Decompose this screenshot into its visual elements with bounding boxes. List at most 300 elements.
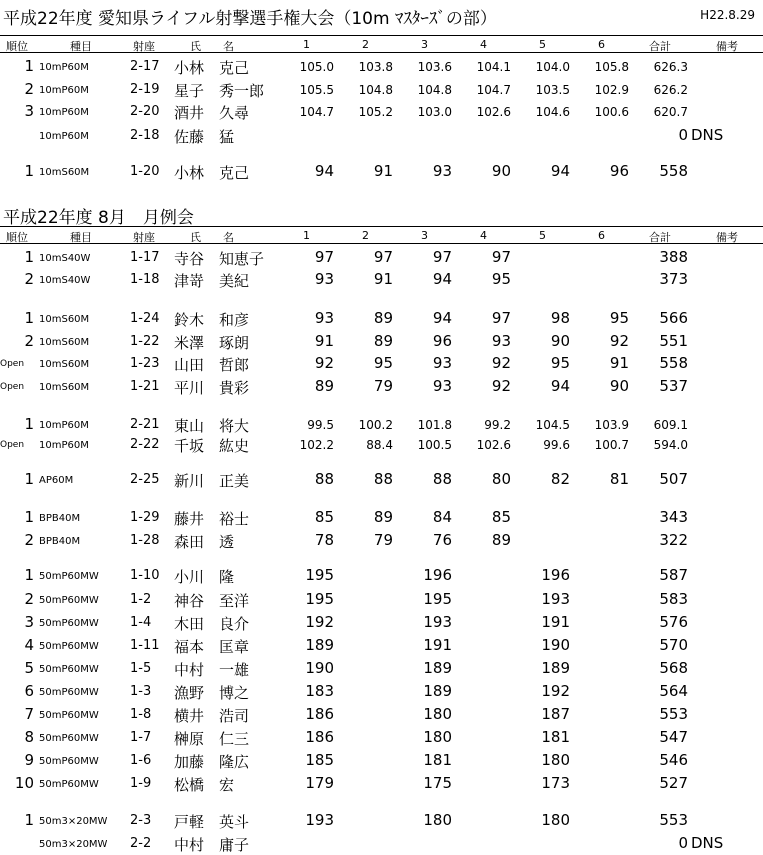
cell-event: 10mP60M [39,420,89,431]
cell-rank: 2 [24,332,34,350]
cell-s2: 89 [373,309,393,327]
cell-s1: 105.0 [299,60,334,74]
cell-event: 50mP60MW [39,571,99,582]
cell-lane: 1-18 [130,272,160,287]
cell-lane: 2-21 [130,417,160,432]
cell-s1: 190 [305,659,334,677]
cell-s4: 102.6 [476,105,511,119]
cell-event: 50mP60MW [39,779,99,790]
cell-event: 10mS60M [39,359,90,370]
cell-s3: 195 [423,590,452,608]
cell-s5: 104.6 [535,105,570,119]
cell-s1: 193 [305,811,334,829]
cell-s6: 100.6 [594,105,629,119]
cell-total: 0 [678,126,688,144]
cell-s2: 88 [373,470,393,488]
cell-s1: 93 [314,270,334,288]
cell-lane: 1-7 [130,730,152,745]
cell-event: 10mS60M [39,337,90,348]
cell-s1: 92 [314,354,334,372]
cell-s5: 104.0 [535,60,570,74]
cell-rank: 1 [24,508,34,526]
cell-s5: 180 [541,751,570,769]
cell-lane: 1-6 [130,753,152,768]
cell-s2: 91 [373,162,393,180]
cell-s3: 94 [432,309,452,327]
cell-s3: 103.6 [417,60,452,74]
cell-s3: 180 [423,728,452,746]
header-note: 備考 [716,231,738,244]
cell-name: 戸軽 英斗 [174,813,250,831]
header-s4: 4 [480,229,487,242]
cell-s1: 78 [314,531,334,549]
cell-lane: 2-18 [130,128,160,143]
cell-lane: 2-3 [130,813,152,828]
cell-s5: 98 [550,309,570,327]
cell-s3: 191 [423,636,452,654]
table-row [0,506,763,528]
cell-rank: 7 [24,705,34,723]
cell-event: 10mS60M [39,382,90,393]
header-s3: 3 [421,38,428,51]
cell-name: 小林 克己 [174,164,250,182]
cell-event: 10mS60M [39,314,90,325]
cell-s3: 101.8 [417,418,452,432]
header-s4: 4 [480,38,487,51]
cell-rank: 1 [24,566,34,584]
cell-name: 中村 庸子 [174,836,250,854]
cell-s3: 94 [432,270,452,288]
cell-s4: 99.2 [484,418,511,432]
cell-event: 10mS40W [39,253,91,264]
cell-s4: 89 [491,531,511,549]
cell-s3: 189 [423,659,452,677]
cell-s1: 97 [314,248,334,266]
cell-s3: 93 [432,162,452,180]
cell-lane: 2-17 [130,59,160,74]
cell-s3: 180 [423,811,452,829]
cell-s2: 100.2 [358,418,393,432]
cell-s1: 88 [314,470,334,488]
cell-total: 583 [659,590,688,608]
table-row [0,352,763,374]
cell-name: 千坂 紘史 [174,437,250,455]
cell-s5: 173 [541,774,570,792]
cell-name: 横井 浩司 [174,707,250,725]
cell-s5: 193 [541,590,570,608]
cell-total: 373 [659,270,688,288]
cell-name: 佐藤 猛 [174,128,235,146]
cell-event: 50mP60MW [39,618,99,629]
table-row [0,809,763,831]
cell-s2: 103.8 [358,60,393,74]
cell-lane: 1-28 [130,533,160,548]
cell-total: 576 [659,613,688,631]
cell-s5: 99.6 [543,438,570,452]
cell-total: 553 [659,705,688,723]
header-rank: 順位 [6,231,28,244]
cell-s1: 104.7 [299,105,334,119]
cell-lane: 1-2 [130,592,152,607]
cell-s4: 92 [491,354,511,372]
cell-s3: 97 [432,248,452,266]
cell-total: 322 [659,531,688,549]
cell-note: DNS [691,126,724,144]
cell-s1: 185 [305,751,334,769]
header-s2: 2 [362,38,369,51]
cell-s1: 99.5 [307,418,334,432]
cell-lane: 1-23 [130,356,160,371]
header-event: 種目 [70,40,92,53]
cell-rank: 4 [24,636,34,654]
cell-s5: 103.5 [535,83,570,97]
cell-s2: 88.4 [366,438,393,452]
header-s6: 6 [598,229,605,242]
table-row [0,611,763,633]
cell-rank: 10 [14,774,34,792]
cell-s4: 104.7 [476,83,511,97]
cell-s2: 89 [373,332,393,350]
cell-event: BPB40M [39,513,81,524]
cell-name: 小川 隆 [174,568,235,586]
table-row [0,468,763,490]
cell-s5: 189 [541,659,570,677]
cell-total: 626.3 [653,60,688,74]
cell-event: 50mP60MW [39,733,99,744]
cell-s2: 105.2 [358,105,393,119]
cell-s6: 90 [609,377,629,395]
cell-s6: 103.9 [594,418,629,432]
cell-s3: 181 [423,751,452,769]
cell-name: 福本 匡章 [174,638,250,656]
cell-event: 10mP60M [39,440,89,451]
cell-s6: 96 [609,162,629,180]
header-event: 種目 [70,231,92,244]
table-row [0,78,763,100]
cell-s3: 193 [423,613,452,631]
cell-name: 藤井 裕士 [174,510,250,528]
cell-total: 537 [659,377,688,395]
cell-rank: 6 [24,682,34,700]
cell-s3: 96 [432,332,452,350]
cell-s3: 93 [432,377,452,395]
cell-total: 609.1 [653,418,688,432]
cell-name: 山田 哲郎 [174,356,250,374]
cell-name: 漁野 博之 [174,684,250,702]
header-lane: 射座 [133,40,155,53]
cell-name: 平川 貴彩 [174,379,250,397]
cell-s4: 92 [491,377,511,395]
table-row [0,413,763,435]
cell-rank: 3 [24,102,34,120]
cell-name: 中村 一雄 [174,661,250,679]
cell-lane: 1-22 [130,334,160,349]
cell-rank: 2 [24,531,34,549]
table-row [0,55,763,77]
cell-s3: 103.0 [417,105,452,119]
cell-event: 50m3×20MW [39,839,108,850]
cell-s1: 105.5 [299,83,334,97]
cell-total: 547 [659,728,688,746]
cell-rank: 2 [24,270,34,288]
header-name: 氏 名 [190,40,234,53]
cell-lane: 2-2 [130,836,152,851]
cell-event: 50mP60MW [39,687,99,698]
table-row [0,160,763,182]
cell-s1: 102.2 [299,438,334,452]
cell-lane: 1-3 [130,684,152,699]
table-row [0,124,763,146]
cell-s5: 94 [550,377,570,395]
table-row [0,749,763,771]
cell-total: 343 [659,508,688,526]
header-s5: 5 [539,38,546,51]
cell-s3: 104.8 [417,83,452,97]
cell-total: 551 [659,332,688,350]
cell-event: AP60M [39,475,74,486]
cell-total: 527 [659,774,688,792]
cell-s1: 179 [305,774,334,792]
cell-lane: 1-5 [130,661,152,676]
cell-total: 570 [659,636,688,654]
cell-event: 50m3×20MW [39,816,108,827]
header-total: 合計 [649,231,671,244]
section1-table-header [0,35,763,53]
cell-s5: 94 [550,162,570,180]
cell-s2: 79 [373,377,393,395]
cell-s6: 100.7 [594,438,629,452]
header-rank: 順位 [6,40,28,53]
cell-rank: 1 [24,470,34,488]
cell-rank: 1 [24,309,34,327]
table-row [0,375,763,397]
cell-s3: 175 [423,774,452,792]
table-row [0,588,763,610]
cell-lane: 2-20 [130,104,160,119]
cell-s2: 91 [373,270,393,288]
cell-name: 加藤 隆広 [174,753,250,771]
table-row [0,100,763,122]
cell-lane: 2-19 [130,82,160,97]
cell-lane: 1-20 [130,164,160,179]
cell-event: BPB40M [39,536,81,547]
cell-s5: 82 [550,470,570,488]
cell-event: 10mP60M [39,85,89,96]
cell-rank: 3 [24,613,34,631]
cell-s2: 104.8 [358,83,393,97]
cell-rank: 1 [24,162,34,180]
cell-rank: 1 [24,811,34,829]
cell-s5: 181 [541,728,570,746]
cell-total: 620.7 [653,105,688,119]
cell-s5: 180 [541,811,570,829]
cell-s3: 100.5 [417,438,452,452]
cell-s3: 196 [423,566,452,584]
cell-s2: 89 [373,508,393,526]
table-row [0,703,763,725]
cell-total: 388 [659,248,688,266]
cell-name: 木田 良介 [174,615,250,633]
cell-s4: 95 [491,270,511,288]
cell-event: 10mP60M [39,62,89,73]
cell-s2: 95 [373,354,393,372]
cell-s5: 191 [541,613,570,631]
cell-name: 榊原 仁三 [174,730,250,748]
cell-name: 新川 正美 [174,472,250,490]
cell-s1: 192 [305,613,334,631]
cell-s1: 93 [314,309,334,327]
cell-total: 558 [659,162,688,180]
cell-total: 558 [659,354,688,372]
cell-total: 0 [678,834,688,852]
header-note: 備考 [716,40,738,53]
cell-total: 594.0 [653,438,688,452]
table-row [0,726,763,748]
table-row [0,246,763,268]
cell-name: 米澤 琢朗 [174,334,250,352]
cell-s6: 91 [609,354,629,372]
cell-name: 津嵜 美紀 [174,272,250,290]
cell-s6: 81 [609,470,629,488]
cell-event: 10mP60M [39,107,89,118]
table-row [0,268,763,290]
cell-rank: 9 [24,751,34,769]
cell-lane: 1-11 [130,638,160,653]
header-s5: 5 [539,229,546,242]
cell-s5: 190 [541,636,570,654]
cell-s5: 196 [541,566,570,584]
cell-s1: 85 [314,508,334,526]
table-row [0,680,763,702]
cell-s1: 195 [305,590,334,608]
cell-event: 10mS40W [39,275,91,286]
table-row [0,433,763,455]
cell-s1: 186 [305,705,334,723]
cell-s4: 85 [491,508,511,526]
cell-total: 626.2 [653,83,688,97]
table-row [0,330,763,352]
cell-rank: Open [0,359,25,369]
section1-title: 平成22年度 愛知県ライフル射撃選手権大会（10m ﾏｽﾀｰｽﾞの部） [3,9,497,29]
cell-s1: 91 [314,332,334,350]
cell-event: 10mS60M [39,167,90,178]
cell-s1: 189 [305,636,334,654]
cell-lane: 1-9 [130,776,152,791]
cell-s1: 89 [314,377,334,395]
cell-s4: 97 [491,309,511,327]
cell-lane: 1-29 [130,510,160,525]
cell-lane: 2-25 [130,472,160,487]
cell-s2: 79 [373,531,393,549]
cell-name: 鈴木 和彦 [174,311,250,329]
cell-total: 587 [659,566,688,584]
cell-name: 星子 秀一郎 [174,82,265,100]
cell-total: 507 [659,470,688,488]
cell-rank: Open [0,440,25,450]
cell-total: 553 [659,811,688,829]
cell-lane: 1-4 [130,615,152,630]
cell-s1: 186 [305,728,334,746]
cell-name: 小林 克己 [174,59,250,77]
cell-s4: 97 [491,248,511,266]
cell-rank: 2 [24,80,34,98]
table-row [0,657,763,679]
cell-lane: 1-24 [130,311,160,326]
cell-s3: 180 [423,705,452,723]
header-s1: 1 [303,38,310,51]
cell-rank: 8 [24,728,34,746]
cell-s4: 102.6 [476,438,511,452]
cell-s3: 93 [432,354,452,372]
table-row [0,564,763,586]
cell-lane: 1-8 [130,707,152,722]
cell-s6: 102.9 [594,83,629,97]
cell-s1: 94 [314,162,334,180]
cell-s5: 90 [550,332,570,350]
cell-total: 564 [659,682,688,700]
cell-event: 50mP60MW [39,756,99,767]
header-lane: 射座 [133,231,155,244]
header-name: 氏 名 [190,231,234,244]
cell-event: 10mP60M [39,131,89,142]
cell-s5: 104.5 [535,418,570,432]
header-s6: 6 [598,38,605,51]
cell-s6: 105.8 [594,60,629,74]
cell-name: 松橋 宏 [174,776,235,794]
cell-total: 566 [659,309,688,327]
cell-lane: 1-10 [130,568,160,583]
event-date: H22.8.29 [700,8,755,22]
cell-s3: 84 [432,508,452,526]
cell-s3: 76 [432,531,452,549]
header-total: 合計 [649,40,671,53]
cell-note: DNS [691,834,724,852]
cell-s6: 95 [609,309,629,327]
cell-name: 寺谷 知恵子 [174,250,265,268]
cell-s2: 97 [373,248,393,266]
cell-s5: 187 [541,705,570,723]
cell-rank: 1 [24,57,34,75]
cell-s4: 104.1 [476,60,511,74]
cell-name: 東山 将大 [174,417,250,435]
cell-rank: 1 [24,248,34,266]
section2-title: 平成22年度 8月 月例会 [3,208,194,228]
cell-total: 568 [659,659,688,677]
table-row [0,529,763,551]
cell-rank: 2 [24,590,34,608]
table-row [0,634,763,656]
cell-s4: 93 [491,332,511,350]
cell-rank: Open [0,382,25,392]
cell-name: 神谷 至洋 [174,592,250,610]
cell-event: 50mP60MW [39,641,99,652]
cell-event: 50mP60MW [39,710,99,721]
cell-name: 森田 透 [174,533,235,551]
cell-s3: 189 [423,682,452,700]
cell-s6: 92 [609,332,629,350]
table-row [0,307,763,329]
section2-table-header [0,226,763,244]
cell-lane: 2-22 [130,437,160,452]
header-s3: 3 [421,229,428,242]
cell-lane: 1-17 [130,250,160,265]
cell-rank: 5 [24,659,34,677]
cell-s3: 88 [432,470,452,488]
cell-s5: 192 [541,682,570,700]
cell-total: 546 [659,751,688,769]
cell-s4: 90 [491,162,511,180]
cell-name: 酒井 久尋 [174,104,250,122]
